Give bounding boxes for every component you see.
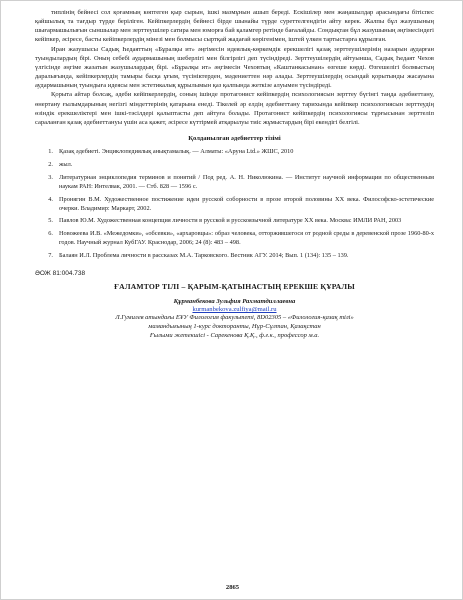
reference-text: Пронягин В.М. Художественное постижение идеи русской соборности в прозе второй половины XX века. Философско-эстетические очерки. Владимир: Маркарт, 2002. [59,195,434,212]
affiliation-line: мамандығының 1-курс докторанты, Нұр-Сұлтан, Қазақстан [148,323,321,331]
reference-item [35,148,434,157]
reference-text: Новожеева И.В. «Межедомки», «обсевки», «архаровцы»: образ человека, отторжившегося от родной среды в деревенской прозе 1960-80-х годов. Научный журнал КубГАУ. Краснодар, 2006; 24 (8): 483 – 498. [59,230,434,247]
body-paragraph-1: типлінің бейнесі сол қоғамның көптеген қыр сырын, ішкі мазмұнын ашып береді. Ескішілер мен жаңашылдар арасындағы бітіспес қайшылық та тағдыр түрде беріліген. Кейіпкерлердің бейнесі бірде шынайы түрде суреттелгендігін айту керек. Жалпы бұл жазушының шығармашылығын сыншылар мен зерттеушілер сатира мен юморға бай қаламгер ретінде бағалайды. Сондықтан бұл жазушының әңгімесіндегі кейіпкер, әсіресе, басты кейіпкерлердің мінезі мен болмысы сыртқай жадағай көрігенімен, іштей үлкен тартыстарға құрылған. [35,9,434,44]
author-email-link[interactable]: kurmanbekova.zulfiya@mail.ru [192,306,277,314]
reference-text: жыл. [59,160,73,168]
reference-number: 2. [48,160,53,168]
reference-number: 7. [48,252,53,260]
reference-number: 6. [48,230,53,238]
page-number: 2865 [225,584,240,591]
reference-item [35,196,434,214]
reference-text: Қазақ әдебиеті. Энциклопедиялық анықтамалық. — Алматы: «Аруна Ltd.» ЖШС, 2010 [59,148,294,156]
references-title: Қолданылған әдебиеттер тізімі [188,135,281,143]
reference-number: 5. [48,217,53,225]
reference-text: Литературная энциклопедия терминов и понятий / Под ред. А. Н. Николюкина. — Институт научной информации по общественным наукам РАН: Интелвак, 2001. — Стб. 828 — 1596 с. [59,173,434,190]
author-name: Құрманбекова Зульфия Рахматдиллаевна [173,298,296,306]
reference-item [35,217,434,226]
references-list [35,148,434,261]
page-content [35,8,434,340]
body-paragraph-2: Иран жазушысы Садық Һедаяттың «Бұралқы ит» әңгімесін идеялық-көркемдік ерекшелігі қазақ зерттеушілерінің назарын аударған туындылардың бірі. Оның себебі аудармашының шеберлігі мен білгірлігі деп түсіндіреді. Зерттеушілердің айтуынша, Садық Һедаят Чехов үлгісінде әңгіме жазатын жазушылардың бірі. «Бұралқы ит» әңгімесін Чеховтың «Каштанкасынан» өзгеше көрді. Өзгешелігі болмыстың даралығында, кейіпкерлердің тамыры басқа ұғым, түсініктерден, мәдениеттен нәр алады. Зерттеушілердің осындай қорытынды жасауына аудармашының туындыға идеясы мен эстетикалық құрылымын қаз қалпында жеткізе алуымен түсіндіреді. [35,45,434,90]
reference-item [35,161,434,170]
reference-text: Балаян И.Л. Проблема личности в рассказах М.А. Тарковского. Вестник АГУ. 2014; Вып. 1 (134): 135 – 139. [59,252,349,260]
body-paragraph-3: Қорыта айтар болсақ, әдеби кейіпкерлердің, соның ішінде протагонист кейіпкердің психологиясын зерттеу бүгінгі таңда әдебиеттану, өнертану ғылымдарының негізгі міндеттерінің қатарына енеді. Тікелей әр елдің әдебиеттану тарихында кейіпкер психологиясын зерттеудің өзіндік ерекшеліктері мен ішкі-тәсілдері қалыптасты деп айтуға болады. Протагонист кейіпкердің психологиясы тұрғысынан зерттеліп сараланған қазақ әдебиеттануы үшін аса қажет, әсіресе күттірмей атқарылуы тиіс жұмыстардың бірі екендігі белгілі. [35,91,434,126]
article-title: ҒАЛАМТОР ТІЛІ – ҚАРЫМ-ҚАТЫНАСТЫҢ ЕРЕКШЕ ҚҰРАЛЫ [114,282,355,292]
reference-item [35,252,434,261]
reference-number: 1. [48,148,53,156]
reference-item [35,230,434,248]
reference-text: Павлов Ю.М. Художественная концепция личности в русской и русскоязычной литературе XX века. Москва: ИМЛИ РАН, 2003 [59,217,402,225]
reference-item [35,174,434,192]
reference-number: 3. [48,173,53,181]
reference-number: 4. [48,195,53,203]
affiliation-line: Л.Гумилев атындағы ЕҰУ Филология факультеті, 8D02305 – «Филология-қазақ тілі» [115,314,354,322]
udc-code: ӘОЖ 81:004.738 [35,270,86,278]
supervisor-line: Ғылыми жетекшісі - Сарекенова Қ.Қ., ф.ғ.к., профессор м.а. [149,332,320,340]
